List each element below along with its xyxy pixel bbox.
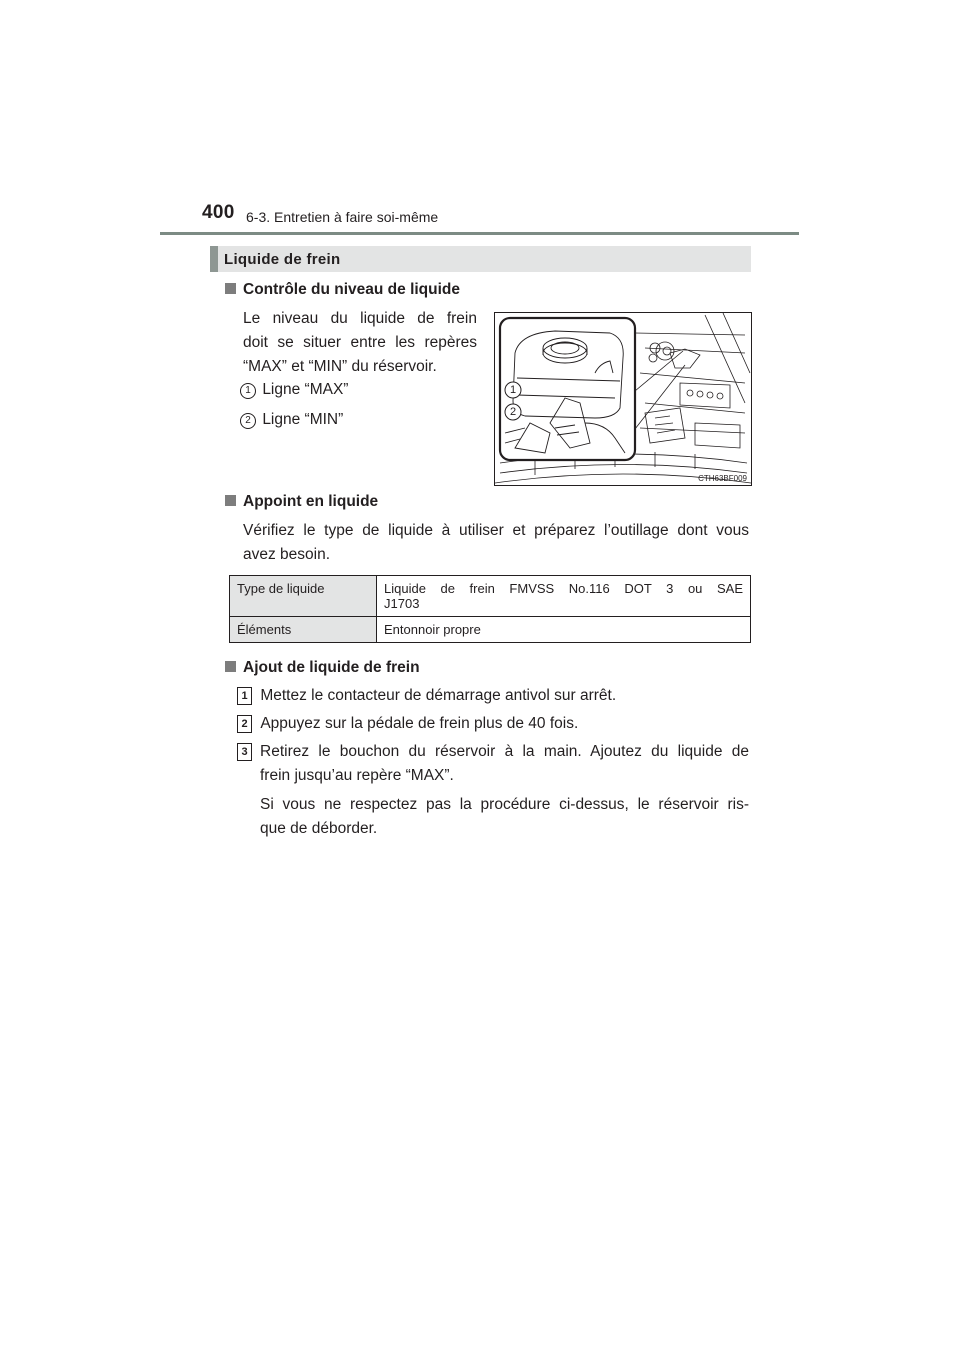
table-row <box>230 617 751 643</box>
step-text: frein jusqu’au repère “MAX”. <box>260 767 454 784</box>
refill-heading: Appoint en liquide <box>225 493 378 511</box>
step-2 <box>237 712 578 736</box>
topic-title-bar <box>210 246 751 272</box>
refill-paragraph-line: avez besoin. <box>243 546 331 563</box>
note-line: Si vous ne respectez pas la procédure ci-dessus, le réservoir ris- <box>260 796 749 813</box>
refill-paragraph-line: Vérifiez le type de liquide à utiliser et préparez l’outillage dont vous <box>243 522 749 539</box>
level-check-heading: Contrôle du niveau de liquide <box>225 281 460 299</box>
header-divider <box>160 232 799 235</box>
square-bullet-icon <box>225 283 236 294</box>
page-number: 400 <box>202 202 235 223</box>
step-text: Mettez le contacteur de démarrage antivol sur arrêt. <box>260 687 617 704</box>
step-text: Appuyez sur la pédale de frein plus de 40 fois. <box>260 715 579 732</box>
engine-bay-illustration <box>495 313 751 485</box>
brake-reservoir-figure <box>494 312 752 486</box>
topic-title: Liquide de frein <box>224 251 341 268</box>
table-cell-value: Entonnoir propre <box>377 617 751 643</box>
table-row <box>230 576 751 617</box>
callout-max <box>240 378 348 402</box>
step-number: 3 <box>237 743 252 761</box>
step-text: Retirez le bouchon du réservoir à la main. Ajoutez du liquide de <box>260 743 749 760</box>
square-bullet-icon <box>225 495 236 506</box>
callout-number: 1 <box>240 383 256 399</box>
level-check-paragraph-line: “MAX” et “MIN” du réservoir. <box>243 358 437 375</box>
refill-table <box>229 575 751 643</box>
callout-number: 2 <box>240 413 256 429</box>
figure-marker-max: 1 <box>509 384 517 396</box>
step-number: 2 <box>237 715 252 733</box>
figure-code: CTH63BF009 <box>698 474 747 483</box>
square-bullet-icon <box>225 661 236 672</box>
level-check-paragraph-line: Le niveau du liquide de frein <box>243 310 477 327</box>
table-cell-label: Type de liquide <box>230 576 377 617</box>
callout-label: Ligne “MAX” <box>262 381 349 398</box>
callout-label: Ligne “MIN” <box>262 411 344 428</box>
step-number: 1 <box>237 687 252 705</box>
note-line: que de déborder. <box>260 820 378 837</box>
table-cell-label: Éléments <box>230 617 377 643</box>
section-title: 6-3. Entretien à faire soi-même <box>246 209 439 225</box>
callout-min <box>240 408 343 432</box>
figure-marker-min: 2 <box>509 406 517 418</box>
step-3 <box>237 740 252 764</box>
table-cell-value: Liquide de frein FMVSS No.116 DOT 3 ou SAE J1703 <box>377 576 751 617</box>
level-check-paragraph-line: doit se situer entre les repères <box>243 334 477 351</box>
adding-heading: Ajout de liquide de frein <box>225 659 420 677</box>
title-bar-accent <box>210 246 218 272</box>
step-1 <box>237 684 616 708</box>
